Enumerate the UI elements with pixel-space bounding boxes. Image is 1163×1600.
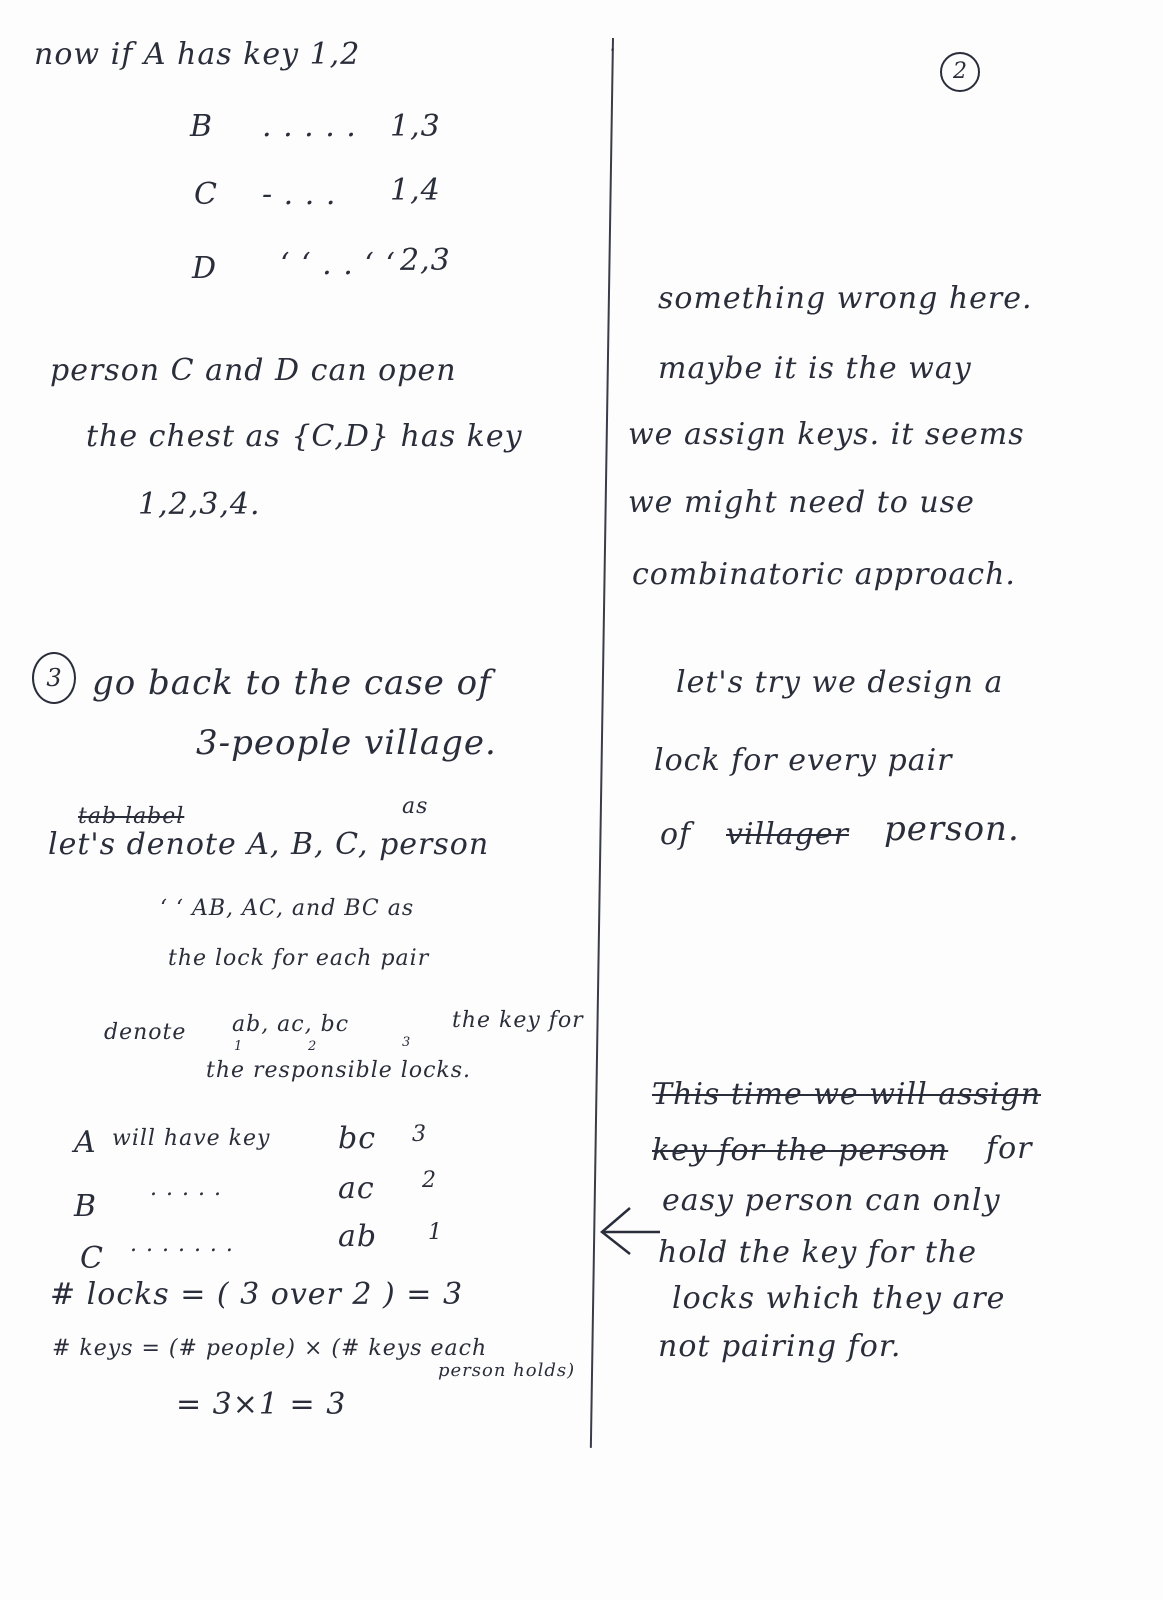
table-b-key: ac [338, 1171, 375, 1206]
table-c-person: C [80, 1241, 104, 1276]
plan-struck-word: villager [726, 817, 849, 852]
as-note: as [402, 794, 429, 819]
table-b-person: B [74, 1189, 98, 1224]
person-d-dots: ʻ ʻ . . ʻ ʻ [280, 247, 396, 282]
table-b-num: 2 [422, 1168, 437, 1193]
person-b-keys: 1,3 [390, 109, 441, 144]
plan-line-2: lock for every pair [654, 743, 953, 778]
person-c-label: C [194, 177, 218, 212]
conclusion-line-3: 1,2,3,4. [138, 487, 261, 522]
conclusion-line-1: person C and D can open [50, 353, 457, 388]
person-c-dots: - . . . [262, 177, 337, 212]
person-d-label: D [192, 251, 218, 286]
table-b-text: . . . . . [150, 1176, 222, 1201]
person-d-keys: 2,3 [400, 243, 451, 278]
table-a-person: A [74, 1125, 97, 1160]
struck-line-1: This time we will assign [652, 1077, 1042, 1112]
rule-line-1: easy person can only [662, 1183, 1001, 1218]
note-line-4: we might need to use [628, 485, 975, 520]
note-line-5: combinatoric approach. [632, 557, 1016, 592]
section-title-line-2: 3-people village. [196, 723, 497, 763]
keys-count-sub: person holds) [438, 1360, 576, 1381]
page-number: 2 [940, 52, 980, 92]
left-arrow-icon [596, 1206, 662, 1256]
denote-line-1: let's denote A, B, C, person [48, 827, 490, 862]
rule-line-3: locks which they are [672, 1281, 1006, 1316]
divider-tick-mark: ‧ [608, 40, 614, 61]
conclusion-line-2: the chest as {C,D} has key [86, 419, 523, 454]
keys-count-line: # keys = (# people) × (# keys each [52, 1336, 488, 1361]
section-number: 3 [32, 652, 76, 704]
person-b-label: B [190, 109, 214, 144]
struck-label: tab label [78, 804, 185, 829]
key-number-3: 3 [402, 1035, 412, 1050]
rule-line-4: not pairing for. [658, 1329, 902, 1364]
rule-line-2: hold the key for the [658, 1235, 977, 1270]
locks-count-line: # locks = ( 3 over 2 ) = 3 [50, 1277, 464, 1312]
note-line-1: something wrong here. [658, 281, 1033, 316]
person-b-dots: . . . . . [262, 109, 357, 144]
keys-suffix: the key for [452, 1008, 584, 1033]
person-c-keys: 1,4 [390, 173, 441, 208]
note-line-2: maybe it is the way [658, 351, 972, 386]
struck-line-2: key for the person [652, 1133, 949, 1168]
table-c-num: 1 [428, 1220, 443, 1245]
denote-line-2: ʻ ʻ AB, AC, and BC as [160, 896, 415, 921]
keys-total: = 3×1 = 3 [176, 1387, 347, 1422]
struck-tail: for [986, 1131, 1033, 1166]
key-number-1: 1 [234, 1039, 244, 1054]
keys-tail: the responsible locks. [206, 1058, 472, 1083]
plan-person: person. [884, 809, 1020, 849]
denote-line-3: the lock for each pair [168, 946, 430, 971]
table-a-text: will have key [112, 1126, 271, 1151]
note-line-3: we assign keys. it seems [628, 417, 1025, 452]
plan-line-1: let's try we design a [676, 665, 1004, 700]
plan-of: of [660, 817, 692, 852]
table-c-text: . . . . . . . [130, 1232, 234, 1257]
key-number-2: 2 [308, 1039, 318, 1054]
header-line: now if A has key 1,2 [34, 37, 361, 72]
table-a-num: 3 [412, 1122, 427, 1147]
section-title-line-1: go back to the case of [92, 663, 492, 703]
keys-list: ab, ac, bc [232, 1012, 350, 1037]
table-a-key: bc [338, 1121, 377, 1156]
keys-prefix: denote [104, 1020, 187, 1045]
table-c-key: ab [338, 1219, 378, 1254]
